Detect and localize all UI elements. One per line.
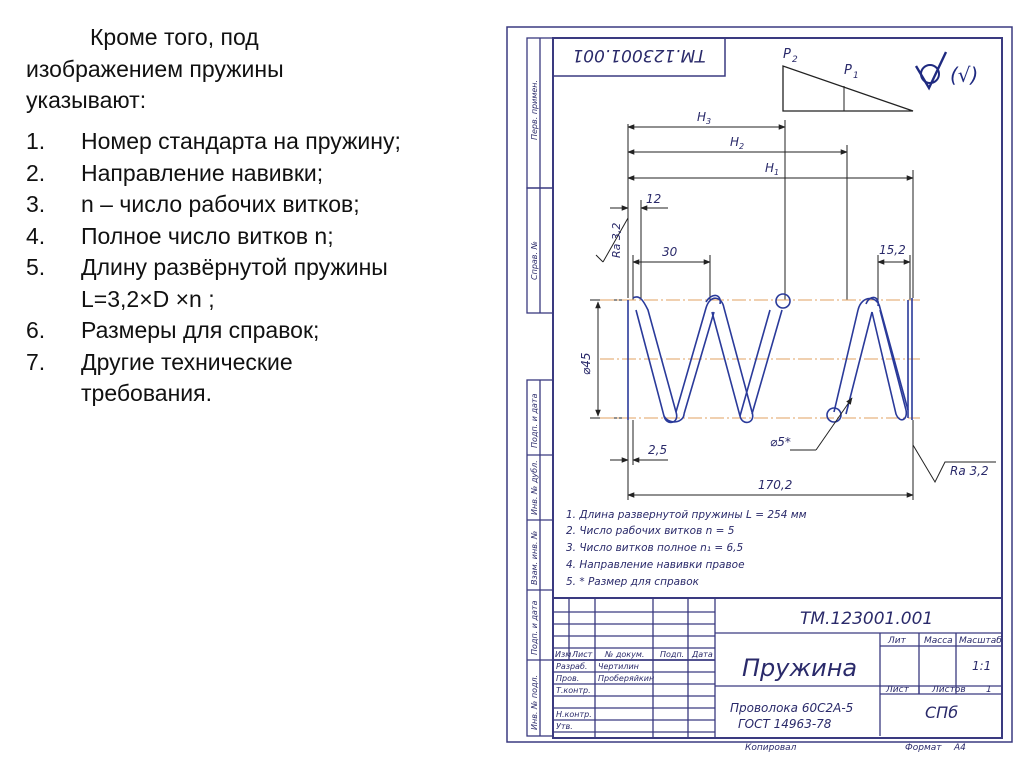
sheets-count: 1 bbox=[986, 685, 992, 695]
height-dimensions bbox=[628, 120, 913, 300]
roughness-left-label: Ra 3,2 bbox=[610, 222, 623, 258]
spring-coils bbox=[628, 294, 912, 422]
item-text: Номер стандарта на пружину; bbox=[81, 128, 401, 154]
item-text: L=3,2×D ×n ; bbox=[81, 285, 215, 312]
material-line: Проволока 60С2А-5 bbox=[730, 701, 854, 715]
roughness-right bbox=[913, 445, 996, 482]
row-role: Т.контр. bbox=[556, 686, 591, 695]
p1-sub: 1 bbox=[853, 71, 859, 81]
side-label: Перв. примен. bbox=[530, 79, 539, 140]
header-cell: Дата bbox=[692, 650, 713, 659]
spring-center-lines bbox=[600, 300, 920, 418]
item-text: Длину развёрнутой пружины bbox=[81, 254, 388, 280]
end-offset-label: 2,5 bbox=[648, 443, 668, 457]
p2-sub: 2 bbox=[792, 55, 798, 65]
wire-leader bbox=[770, 398, 852, 450]
h2-label: H bbox=[730, 135, 740, 149]
total-length-label: 170,2 bbox=[758, 478, 793, 492]
note-line: 2. Число рабочих витков n = 5 bbox=[566, 525, 735, 537]
h1-label: H bbox=[765, 161, 775, 175]
roughness-right-label: Ra 3,2 bbox=[950, 464, 989, 478]
note-line: 5. * Размер для справок bbox=[566, 576, 699, 588]
doc-code: ТМ.123001.001 bbox=[800, 609, 934, 629]
diameter-label: ⌀45 bbox=[579, 352, 593, 375]
item-text: требования. bbox=[81, 380, 212, 406]
h2-sub: 2 bbox=[739, 142, 745, 151]
col-scale: Масштаб bbox=[959, 636, 1002, 646]
intro-line: указывают: bbox=[26, 87, 147, 113]
row-role: Утв. bbox=[556, 722, 573, 731]
note-line: 4. Направление навивки правое bbox=[566, 559, 745, 571]
item-number: 5. bbox=[26, 254, 46, 280]
force-diagram bbox=[783, 47, 913, 111]
note-line: 1. Длина развернутой пружины L = 254 мм bbox=[566, 509, 807, 521]
item-text: Направление навивки; bbox=[81, 159, 324, 186]
sheet-label: Лист bbox=[886, 685, 909, 695]
copied-label: Копировал bbox=[745, 743, 797, 753]
item-text: Другие технические bbox=[81, 348, 293, 375]
pitch-label: 30 bbox=[662, 245, 678, 259]
item-number: 7. bbox=[26, 348, 46, 375]
item-number: 4. bbox=[26, 222, 46, 249]
item-text: Размеры для справок; bbox=[81, 317, 320, 343]
sheet-border bbox=[507, 27, 1012, 742]
organization: СПб bbox=[925, 703, 959, 722]
item-number: 3. bbox=[26, 191, 46, 217]
side-label: Подп. и дата bbox=[530, 600, 539, 655]
item-text: Полное число витков n; bbox=[81, 222, 334, 249]
surface-finish-mark bbox=[916, 52, 978, 88]
col-lit: Лит bbox=[888, 636, 906, 646]
h3-label: H bbox=[697, 110, 707, 124]
item-number: 2. bbox=[26, 159, 46, 186]
part-name: Пружина bbox=[742, 654, 858, 682]
format-label: Формат bbox=[905, 743, 942, 753]
top-stamp-text: ТМ.123001.001 bbox=[572, 45, 706, 65]
side-label: Инв. № дубл. bbox=[530, 460, 539, 515]
pitch-dimensions bbox=[610, 200, 910, 300]
surface-mark-text: (√) bbox=[950, 63, 979, 87]
item-number: 1. bbox=[26, 128, 46, 154]
height-labels bbox=[697, 110, 779, 177]
h1-sub: 1 bbox=[774, 168, 780, 177]
header-cell: Подп. bbox=[660, 650, 685, 659]
roughness-left bbox=[596, 218, 628, 262]
header-cell: № докум. bbox=[605, 650, 645, 659]
pitch-start-label: 12 bbox=[646, 192, 662, 206]
side-label: Справ. № bbox=[530, 241, 539, 280]
technical-notes bbox=[566, 509, 807, 588]
pitch-labels bbox=[646, 192, 906, 259]
side-label: Подп. и дата bbox=[530, 393, 539, 448]
wire-diameter-label: ⌀5* bbox=[770, 435, 791, 449]
intro-line: Кроме того, под bbox=[90, 24, 259, 50]
row-role: Пров. bbox=[556, 674, 580, 683]
intro-line: изображением пружины bbox=[26, 55, 284, 82]
side-label: Инв. № подл. bbox=[530, 674, 539, 730]
row-name: Чертилин bbox=[598, 662, 639, 671]
header-cell: Лист bbox=[572, 650, 593, 659]
p1-label: P bbox=[844, 63, 852, 78]
format-value: А4 bbox=[954, 743, 966, 753]
row-role: Разраб. bbox=[556, 662, 588, 671]
row-name: Проберяйкин bbox=[598, 674, 655, 683]
p2-label: P bbox=[783, 47, 791, 62]
header-cell: Изм bbox=[555, 650, 572, 659]
item-number: 6. bbox=[26, 317, 46, 343]
side-label: Взам. инв. № bbox=[530, 530, 539, 585]
h3-sub: 3 bbox=[706, 117, 712, 126]
row-role: Н.контр. bbox=[556, 710, 592, 719]
scale-value: 1:1 bbox=[972, 659, 992, 673]
note-line: 3. Число витков полное n₁ = 6,5 bbox=[566, 542, 744, 554]
col-mass: Масса bbox=[924, 636, 953, 646]
end-gap-label: 15,2 bbox=[879, 243, 906, 257]
side-labels bbox=[530, 80, 539, 730]
sheets-label: Листов bbox=[932, 685, 966, 695]
item-text: n – число рабочих витков; bbox=[81, 191, 360, 217]
end-offset-dimension bbox=[610, 420, 668, 500]
material-line: ГОСТ 14963-78 bbox=[738, 717, 832, 731]
